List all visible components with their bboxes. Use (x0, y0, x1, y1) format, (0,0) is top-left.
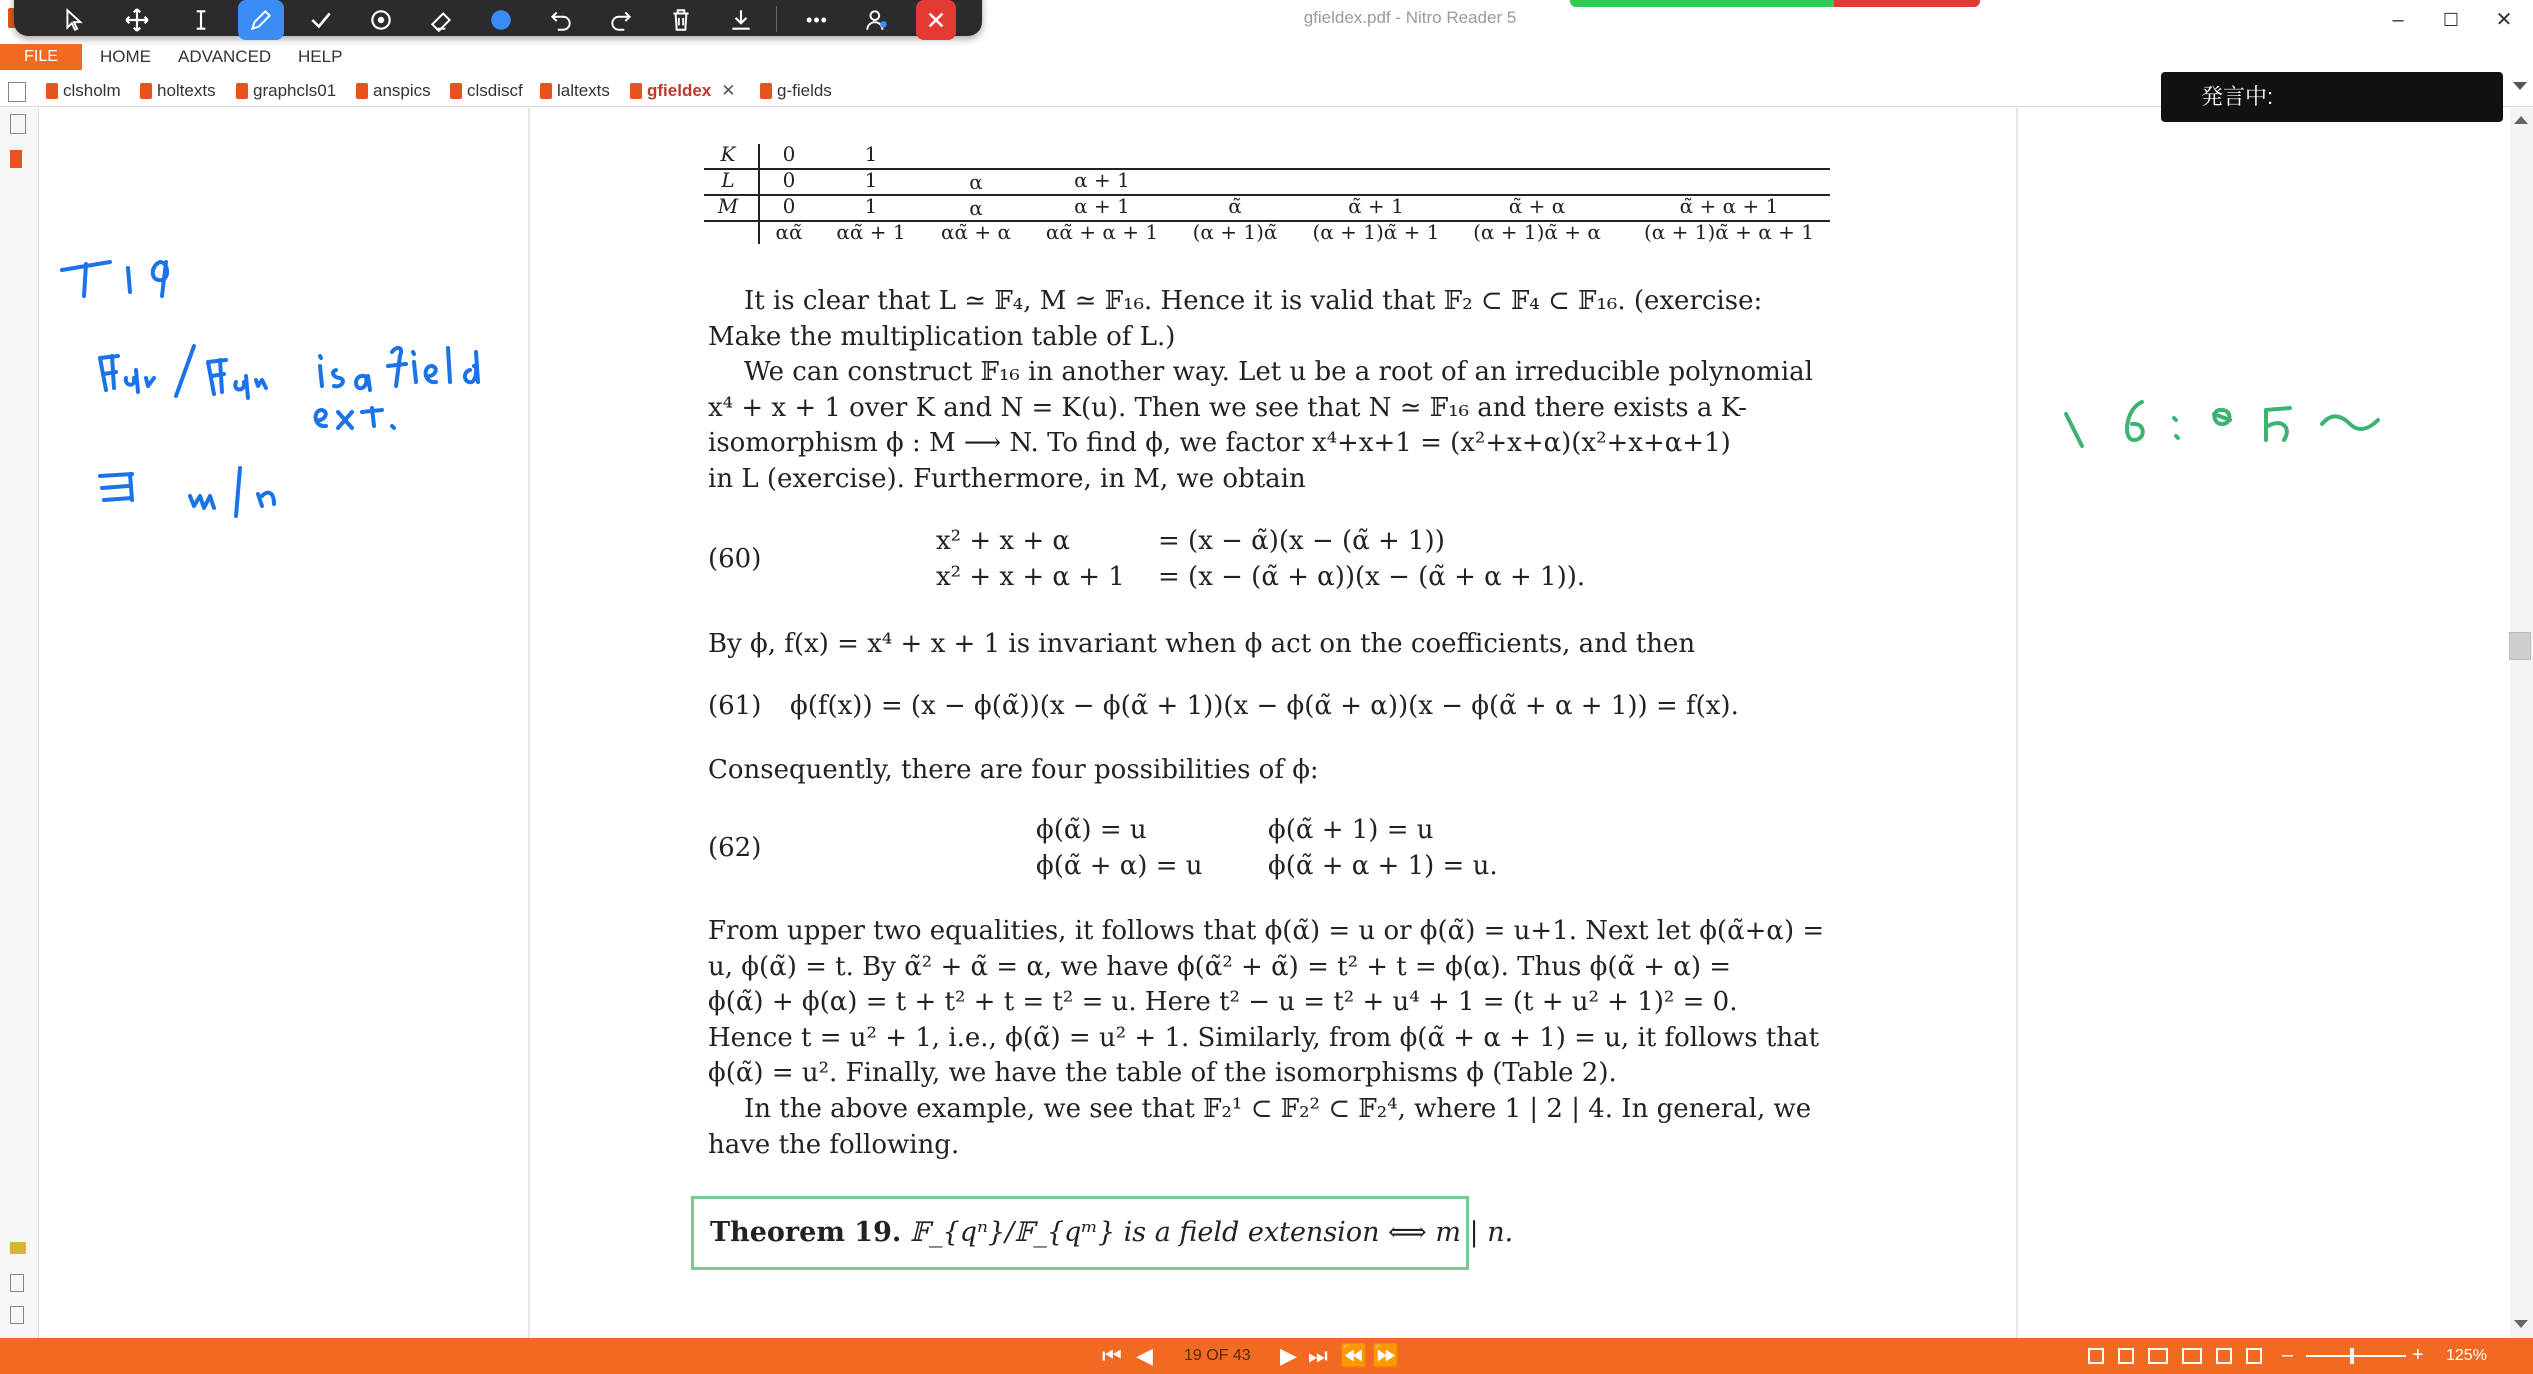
fit-page-icon[interactable] (2246, 1348, 2262, 1364)
volume-meter-red (1834, 0, 1980, 7)
text-line: x⁴ + x + 1 over K and N = K(u). Then we see that N ≃ 𝔽₁₆ and there exists a K- (708, 392, 1747, 423)
table-cell: αα̃ + α (941, 220, 1011, 244)
text-line: It is clear that L ≃ 𝔽₄, M ≃ 𝔽₁₆. Hence it is valid that 𝔽₂ ⊂ 𝔽₄ ⊂ 𝔽₁₆. (exercise: (744, 286, 1763, 316)
text-line: in L (exercise). Furthermore, in M, we obtain (708, 463, 1306, 494)
zoom-level[interactable]: 125% (2446, 1347, 2487, 1364)
continuous-view-icon[interactable] (2118, 1348, 2134, 1364)
pdf-file-icon (760, 83, 772, 99)
table-cell: α̃ + 1 (1348, 194, 1404, 218)
toolbar-divider (776, 6, 777, 32)
signatures-icon[interactable] (10, 1274, 24, 1292)
equation-62-b: ϕ(α̃ + 1) = u (1268, 815, 1434, 845)
pen-icon[interactable] (238, 0, 284, 40)
table-cell: αα̃ (775, 220, 803, 244)
annotation-toolbar (14, 0, 982, 36)
equation-60-rhs1: = (x − α̃)(x − (α̃ + 1)) (1158, 526, 1445, 556)
scroll-down-icon[interactable] (2514, 1320, 2528, 1328)
left-panel (0, 108, 39, 1338)
tab-gfieldex[interactable]: gfieldex ✕ (630, 78, 736, 104)
speech-indicator: 発言中: (2161, 72, 2503, 122)
document-tab-bar (0, 76, 2533, 107)
text-line: Hence t = u² + 1, i.e., ϕ(α̃) = u² + 1. Similarly, from ϕ(α̃ + α + 1) = u, it follows that (708, 1022, 1820, 1053)
text-cursor-icon[interactable] (178, 0, 224, 40)
text-line: In the above example, we see that 𝔽₂¹ ⊂ 𝔽₂² ⊂ 𝔽₂⁴, where 1 | 2 | 4. In general, we (744, 1094, 1812, 1124)
zoom-slider[interactable] (2306, 1355, 2406, 1357)
equation-number-61: (61) (708, 691, 762, 721)
page-edge-right (2016, 108, 2018, 1338)
theorem-body: 𝔽_{qⁿ}/𝔽_{qᵐ} is a field extension ⟺ m | n. (909, 1217, 1514, 1248)
pdf-file-icon (140, 83, 152, 99)
maximize-button[interactable]: ☐ (2442, 10, 2460, 30)
equation-number-60: (60) (708, 544, 762, 574)
tab-laltexts[interactable]: laltexts (540, 78, 610, 104)
tab-clsholm[interactable]: clsholm (46, 78, 121, 104)
table-cell: 0 (782, 194, 796, 218)
text-line: isomorphism ϕ : M ⟶ N. To find ϕ, we factor x⁴+x+1 = (x²+x+α)(x²+x+α+1) (708, 428, 1731, 459)
text-line: By ϕ, f(x) = x⁴ + x + 1 is invariant when ϕ act on the coefficients, and then (708, 629, 1696, 659)
equation-62-d: ϕ(α̃ + α + 1) = u. (1268, 851, 1498, 881)
vertical-scrollbar[interactable] (2510, 108, 2533, 1338)
table-vertical-rule (758, 144, 760, 244)
table-cell: α (969, 170, 983, 194)
table-cell: αα̃ + α + 1 (1045, 220, 1159, 244)
fit-width-icon[interactable] (2216, 1348, 2232, 1364)
tab-close-icon[interactable]: ✕ (721, 81, 736, 100)
row-label-l: L (721, 168, 735, 192)
menu-file[interactable]: FILE (0, 44, 82, 70)
table-cell: α̃ + α + 1 (1679, 194, 1779, 218)
equation-62-a: ϕ(α̃) = u (1036, 815, 1147, 845)
ribbon-menu (0, 44, 2533, 70)
minimize-button[interactable]: – (2392, 9, 2404, 31)
table-cell: α + 1 (1074, 194, 1130, 218)
previous-view-icon[interactable]: ⏪ (1340, 1343, 1368, 1368)
paragraph-1 (708, 284, 1828, 355)
tab-anspics[interactable]: anspics (356, 78, 431, 104)
volume-meter-green (1570, 0, 1834, 7)
tab-list-dropdown-icon[interactable] (2513, 82, 2527, 90)
paragraph-6 (708, 1092, 1828, 1163)
pages-panel-icon[interactable] (8, 82, 26, 102)
theorem-heading: Theorem 19. (710, 1217, 902, 1248)
zoom-in-button[interactable]: + (2412, 1344, 2424, 1366)
tab-holtexts[interactable]: holtexts (140, 78, 216, 104)
last-page-icon[interactable]: ⏭ (1308, 1343, 1328, 1368)
menu-help[interactable]: HELP (298, 47, 343, 66)
pdf-file-icon (46, 83, 58, 99)
equation-60-lhs1: x² + x + α (936, 526, 1070, 556)
next-page-icon[interactable]: ▶ (1280, 1343, 1297, 1368)
tab-graphcls01[interactable]: graphcls01 (236, 78, 336, 104)
text-line: Make the multiplication table of L.) (708, 321, 1176, 352)
more-icon[interactable]: ••• (806, 9, 828, 30)
table-cell: (α + 1)α̃ + 1 (1312, 220, 1440, 244)
text-line: have the following. (708, 1129, 960, 1160)
bookmarks-icon[interactable] (10, 114, 26, 134)
equation-60-rhs2: = (x − (α̃ + α))(x − (α̃ + α + 1)). (1158, 562, 1586, 592)
comments-icon[interactable] (10, 1242, 26, 1254)
pdf-file-icon (356, 83, 368, 99)
theorem-box (691, 1196, 1514, 1270)
table-cell: (α + 1)α̃ + α + 1 (1644, 220, 1814, 244)
previous-page-icon[interactable]: ◀ (1136, 1343, 1153, 1368)
row-label-m: M (717, 194, 739, 218)
paragraph-5 (708, 914, 1828, 1092)
pdf-file-icon (630, 83, 642, 99)
check-icon[interactable] (298, 0, 344, 40)
page-edge-left (528, 108, 530, 1338)
tab-clsdiscf[interactable]: clsdiscf (450, 78, 523, 104)
table-cell: α (969, 196, 983, 220)
table-cell: 1 (864, 194, 878, 218)
download-icon[interactable] (718, 0, 764, 40)
theorem-text (710, 1217, 1513, 1248)
stamp-icon[interactable] (358, 0, 404, 40)
move-icon[interactable] (114, 0, 160, 40)
table-cell: α̃ (1228, 194, 1242, 218)
pdf-file-icon (236, 83, 248, 99)
facing-continuous-view-icon[interactable] (2182, 1348, 2202, 1364)
table-cell: 1 (864, 168, 878, 192)
text-line: ϕ(α̃) = u². Finally, we have the table of the isomorphisms ϕ (Table 2). (708, 1058, 1617, 1089)
status-bar (0, 1338, 2533, 1374)
page-indicator[interactable]: 19 OF 43 (1184, 1347, 1251, 1364)
paragraph-4 (708, 753, 1828, 789)
close-button[interactable]: ✕ (2495, 9, 2513, 31)
table-cell: αα̃ + 1 (836, 220, 906, 244)
table-cell: 0 (782, 168, 796, 192)
equation-62-c: ϕ(α̃ + α) = u (1036, 851, 1203, 881)
equation-61-body: ϕ(f(x)) = (x − ϕ(α̃))(x − ϕ(α̃ + 1))(x − ϕ(α̃ + α))(x − ϕ(α̃ + α + 1)) = f(x). (790, 691, 1739, 721)
equation-60-lhs2: x² + x + α + 1 (936, 562, 1125, 592)
table-cell: 0 (782, 142, 796, 166)
facing-view-icon[interactable] (2148, 1348, 2168, 1364)
close-toolbar-icon[interactable] (916, 0, 956, 40)
text-line: ϕ(α̃) + ϕ(α) = t + t² + t = t² = u. Here t² − u = t² + u⁴ + 1 = (t + u² + 1)² = 0. (708, 987, 1738, 1018)
tab-g-fields[interactable]: g-fields (760, 78, 832, 104)
scroll-thumb[interactable] (2509, 632, 2531, 660)
layers-icon[interactable] (10, 1306, 24, 1324)
table-cell: α̃ + α (1508, 194, 1566, 218)
first-page-icon[interactable]: ⏮ (1102, 1343, 1122, 1368)
zoom-out-button[interactable]: – (2282, 1344, 2294, 1366)
menu-advanced[interactable]: ADVANCED (178, 47, 272, 66)
single-page-view-icon[interactable] (2088, 1348, 2104, 1364)
pdf-file-icon (450, 83, 462, 99)
window-title: gfieldex.pdf - Nitro Reader 5 (1303, 8, 1517, 27)
row-label-k: K (720, 142, 736, 166)
table-cell: α + 1 (1074, 168, 1130, 192)
redo-icon[interactable] (598, 0, 644, 40)
table-cell: (α + 1)α̃ (1192, 220, 1278, 244)
field-elements-table (704, 140, 1830, 246)
select-arrow-icon[interactable] (52, 0, 98, 40)
text-line: u, ϕ(α̃) = t. By α̃² + α̃ = α, we have ϕ(α̃² + α̃) = t² + t = ϕ(α). Thus ϕ(α̃ + α) = (708, 951, 1732, 982)
text-line: Consequently, there are four possibilities of ϕ: (708, 755, 1319, 785)
table-cell: 1 (864, 142, 878, 166)
undo-icon[interactable] (538, 0, 584, 40)
attachments-icon[interactable] (10, 150, 22, 168)
table-cell: (α + 1)α̃ + α (1473, 220, 1601, 244)
paragraph-2 (708, 355, 1828, 497)
menu-home[interactable]: HOME (100, 47, 151, 66)
trash-icon[interactable] (658, 0, 704, 40)
scroll-up-icon[interactable] (2514, 116, 2528, 124)
next-view-icon[interactable]: ⏩ (1372, 1343, 1400, 1368)
eraser-icon[interactable] (418, 0, 464, 40)
share-users-icon[interactable] (854, 0, 900, 40)
text-line: From upper two equalities, it follows that ϕ(α̃) = u or ϕ(α̃) = u+1. Next let ϕ(α̃+α) = (708, 916, 1825, 946)
paragraph-3 (708, 627, 1828, 663)
zoom-slider-handle[interactable] (2350, 1348, 2354, 1364)
pdf-file-icon (540, 83, 552, 99)
text-line: We can construct 𝔽₁₆ in another way. Let u be a root of an irreducible polynomial (744, 357, 1813, 387)
equation-number-62: (62) (708, 833, 762, 863)
color-picker-icon[interactable] (478, 0, 524, 40)
